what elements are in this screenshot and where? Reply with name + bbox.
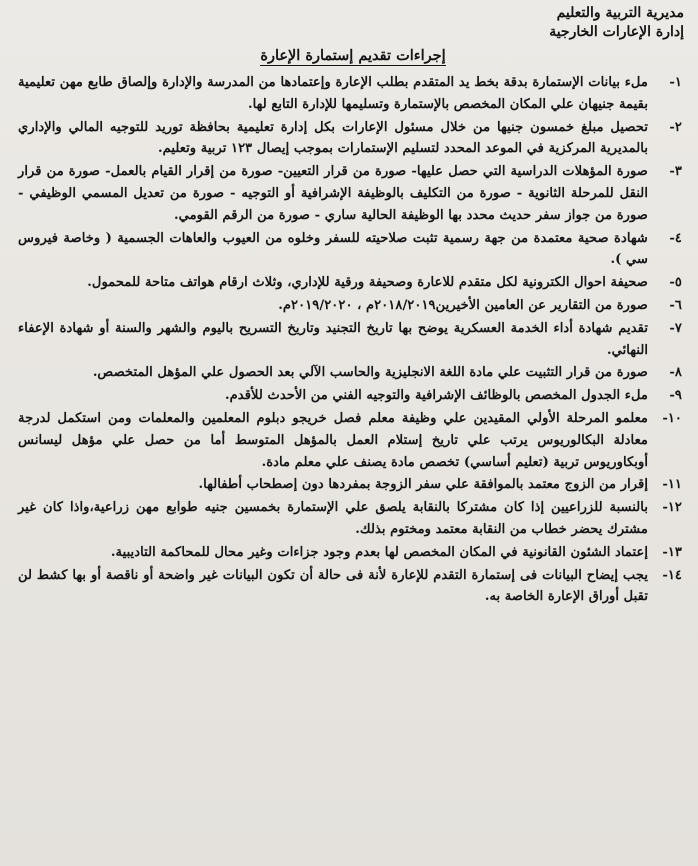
procedure-item-text: يجب إيضاح البيانات فى إستمارة التقدم للإعارة لأنة فى حالة أن تكون البيانات غير واضحة أو ناقصة أو بها كشط لن تقبل أوراق الإعارة الخاصة به.	[18, 567, 648, 605]
procedure-item	[18, 117, 688, 161]
procedure-item-number: ٧-	[669, 320, 682, 336]
procedure-item-number: ٣-	[669, 164, 682, 180]
procedure-item-text: ملء الجدول المخصص بالوظائف الإشرافية والتوجيه الفني من الأحدث للأقدم.	[225, 388, 648, 404]
procedure-item-text: صورة من قرار التثبيت علي مادة اللغة الانجليزية والحاسب الآلي بعد الحصول علي المؤهل المتخصص.	[92, 365, 648, 381]
procedure-item-number: ٨-	[669, 365, 682, 381]
procedure-item-text: صورة من التقارير عن العامين الأخيرين٢٠١٨/٢٠١٩م ، ٢٠١٩/٢٠٢٠م.	[278, 297, 648, 313]
procedure-item-text: معلمو المرحلة الأولي المقيدين علي وظيفة معلم فصل خريجو دبلوم المعلمين والمعلمات ومن استكمل لدرجة معادلة البكالوريوس يرتب علي تاريخ إستلام العمل بالمؤهل المتوسط أما من حصل علي مؤهل ليسانس أوبكاوريوس تربية (تعليم أساسي) تخصص مادة يصنف علي معلم مادة.	[18, 410, 648, 470]
procedure-item-text: بالنسبة للزراعيين إذا كان مشتركا بالنقابة يلصق علي الإستمارة بخمسين جنيه طوابع مهن زراعية،واذا كان غير مشترك يحضر خطاب من النقابة معتمد ومختوم بذلك.	[18, 500, 648, 537]
procedure-item-text: ملء بيانات الإستمارة بدقة بخط يد المتقدم بطلب الإعارة وإعتمادها من المدرسة والإدارة وإلصاق طابع مهن تعليمية بقيمة جنيهان علي المكان المخصص بالإستمارة وتسليمها للإدارة التابع لها.	[18, 75, 648, 112]
procedure-item-text: تقديم شهادة أداء الخدمة العسكرية يوضح بها تاريخ التجنيد وتاريخ التسريح باليوم والشهر والسنة أو شهادة الإعفاء النهائي.	[18, 320, 648, 358]
procedure-item-number: ٥-	[669, 275, 682, 291]
procedure-item-number: ٦-	[669, 297, 682, 313]
procedure-item-number: ١٠-	[662, 410, 682, 426]
procedure-item-number: ٤-	[669, 230, 682, 246]
directorate-name: مديرية التربية والتعليم	[556, 5, 684, 21]
department-name: إدارة الإعارات الخارجية	[549, 24, 684, 40]
procedure-item	[18, 385, 688, 407]
procedure-item	[18, 542, 688, 564]
procedure-item-number: ١٢-	[662, 500, 682, 516]
procedure-item-number: ٩-	[669, 388, 682, 404]
procedure-list	[18, 72, 688, 608]
procedure-item	[18, 362, 688, 384]
letterhead	[18, 4, 688, 42]
procedure-item-number: ١١-	[662, 477, 682, 493]
procedure-item-number: ١٣-	[662, 544, 682, 560]
procedure-item-text: إعتماد الشئون القانونية في المكان المخصص لها بعدم وجود جزاءات وغير محال للمحاكمة التاديبية.	[110, 544, 648, 560]
procedure-item-text: تحصيل مبلغ خمسون جنيها من خلال مسئول الإعارات بكل إدارة تعليمية بحافظة توريد للتوجيه المالي والإداري بالمديرية المركزية في الموعد المحدد لتسليم الإستمارات بموجب إيصال ١٢٣ تربية وتعليم.	[18, 119, 648, 157]
procedure-item	[18, 295, 688, 317]
procedure-item-number: ٢-	[669, 119, 682, 135]
procedure-item	[18, 497, 688, 541]
procedure-item-text: إقرار من الزوج معتمد بالموافقة علي سفر الزوجة بمفردها دون إصطحاب أطفالها.	[198, 477, 648, 493]
procedure-item-number: ١-	[669, 75, 682, 90]
procedure-item-text: صورة المؤهلات الدراسية التي حصل عليها- صورة من قرار التعيين- صورة من إقرار القيام بالعمل- صورة من قرار النقل للمرحلة الثانوية - صورة من التكليف بالوظيفة الإشرافية أو التوجيه - صورة من تعديل المسمي الوظيفي - صورة من جواز سفر حديث محدد بها الوظيفة الحالية ساري - صورة من الرقم القومي.	[18, 164, 648, 223]
procedure-item	[18, 72, 688, 116]
procedure-item	[18, 474, 688, 496]
document-title	[18, 46, 688, 66]
procedure-item-number: ١٤-	[662, 567, 682, 583]
procedure-item-text: شهادة صحية معتمدة من جهة رسمية تثبت صلاحيته للسفر وخلوه من العيوب والعاهات الجسمية ( وخاصة فيروس سي ).	[18, 230, 648, 268]
procedure-item-text: صحيفة احوال الكترونية لكل متقدم للاعارة وصحيفة ورقية للإداري، وثلاث ارقام هواتف متاحة للمحمول.	[87, 275, 648, 291]
procedure-item	[18, 161, 688, 226]
procedure-item	[18, 228, 688, 272]
procedure-item	[18, 272, 688, 294]
procedure-item	[18, 318, 688, 362]
procedure-item	[18, 565, 688, 609]
procedure-item	[18, 408, 688, 473]
document-title-text: إجراءات تقديم إستمارة الإعارة	[260, 47, 446, 64]
